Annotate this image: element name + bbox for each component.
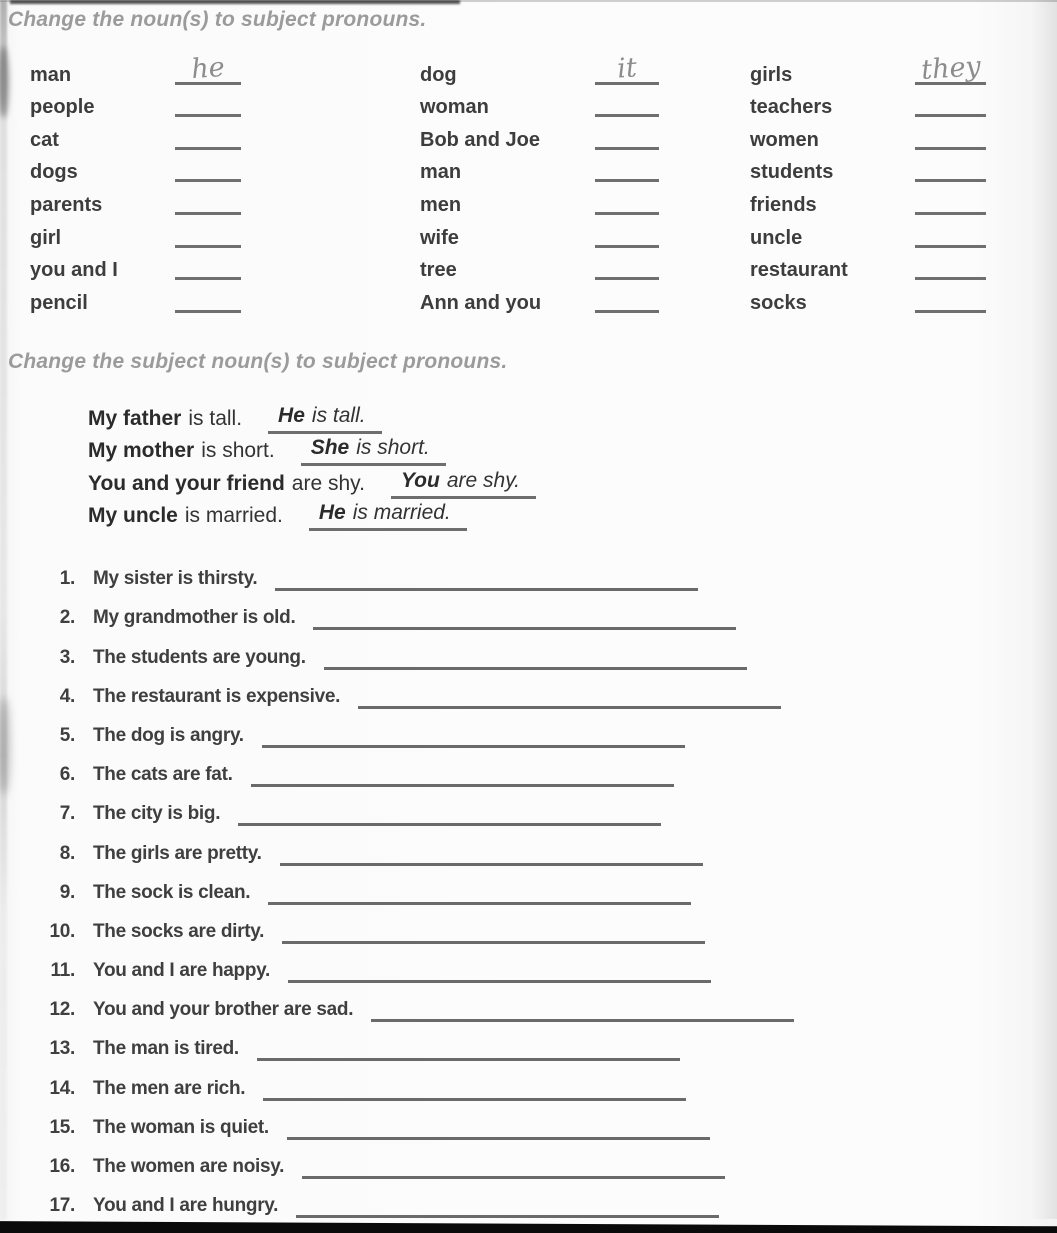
answer-blank bbox=[595, 104, 659, 117]
exercise-list bbox=[26, 556, 794, 1222]
example-subject: My uncle bbox=[88, 504, 178, 527]
exercise-number: 16. bbox=[49, 1156, 75, 1177]
example-answer bbox=[309, 501, 467, 531]
example-predicate: is short. bbox=[201, 439, 275, 462]
noun-row bbox=[750, 252, 986, 285]
noun-column-2 bbox=[420, 51, 659, 317]
answer-blank bbox=[280, 855, 703, 866]
noun-label: women bbox=[750, 128, 819, 151]
noun-row bbox=[420, 121, 659, 154]
scan-artifact-right-shade bbox=[1031, 0, 1057, 1219]
noun-label: parents bbox=[30, 193, 103, 216]
noun-label: Ann and you bbox=[420, 291, 542, 314]
exercise-number: 9. bbox=[59, 881, 75, 903]
exercise-row bbox=[26, 909, 794, 948]
exercise-number: 5. bbox=[59, 724, 75, 746]
noun-row bbox=[30, 252, 241, 285]
answer-blank bbox=[313, 619, 736, 630]
answer-blank bbox=[915, 300, 986, 313]
exercise-sentence: The students are young. bbox=[93, 646, 306, 668]
answer-blank bbox=[175, 235, 241, 248]
exercise-row bbox=[26, 556, 794, 595]
answer-blank bbox=[371, 1011, 794, 1022]
answer-blank bbox=[238, 815, 661, 826]
noun-label: uncle bbox=[750, 226, 803, 249]
exercise-sentence: My sister is thirsty. bbox=[93, 568, 258, 590]
answer-blank bbox=[915, 235, 986, 248]
noun-row bbox=[30, 154, 241, 187]
scan-artifact-smudge bbox=[0, 46, 9, 118]
answer-blank bbox=[595, 137, 659, 150]
noun-label: man bbox=[30, 63, 72, 86]
noun-label: girl bbox=[30, 226, 62, 249]
noun-row bbox=[750, 186, 986, 219]
noun-row bbox=[420, 252, 659, 285]
example-answer-pronoun: You bbox=[400, 468, 440, 492]
answer-blank bbox=[358, 698, 781, 709]
exercise-row bbox=[26, 870, 794, 909]
example-subject: You and your friend bbox=[88, 471, 285, 495]
answer-blank bbox=[175, 169, 241, 182]
noun-label: restaurant bbox=[750, 259, 848, 282]
answer-blank bbox=[175, 104, 241, 117]
answer-blank bbox=[175, 137, 241, 150]
answer-blank bbox=[262, 737, 685, 748]
exercise-row bbox=[26, 948, 794, 987]
noun-row bbox=[420, 219, 659, 252]
noun-label: man bbox=[420, 161, 462, 184]
answer-blank bbox=[282, 933, 705, 944]
noun-row bbox=[420, 284, 659, 317]
noun-row bbox=[750, 284, 986, 317]
noun-row bbox=[30, 89, 241, 122]
answer-blank bbox=[595, 51, 659, 85]
noun-label: socks bbox=[750, 291, 807, 314]
answer-blank bbox=[915, 137, 986, 150]
handwritten-answer: it bbox=[616, 51, 638, 85]
noun-label: pencil bbox=[30, 291, 88, 314]
exercise-number: 8. bbox=[59, 842, 75, 864]
example-predicate: is tall. bbox=[188, 406, 243, 430]
answer-blank bbox=[175, 51, 241, 85]
example-answer-rest: is tall. bbox=[311, 403, 366, 427]
section1-heading: Change the noun(s) to subject pronouns. bbox=[8, 8, 427, 31]
example-block bbox=[88, 401, 536, 531]
example-predicate: is married. bbox=[184, 504, 283, 527]
exercise-number: 3. bbox=[59, 646, 75, 668]
answer-blank bbox=[595, 235, 659, 248]
noun-row bbox=[750, 89, 986, 122]
example-answer-rest: are shy. bbox=[446, 468, 520, 492]
noun-row bbox=[750, 50, 986, 89]
noun-row bbox=[750, 219, 986, 252]
exercise-sentence: The city is big. bbox=[93, 803, 221, 825]
exercise-number: 6. bbox=[59, 764, 75, 786]
exercise-row bbox=[26, 1065, 794, 1104]
answer-blank bbox=[296, 1207, 719, 1218]
answer-blank bbox=[324, 659, 747, 670]
exercise-number: 13. bbox=[49, 1038, 75, 1060]
exercise-row bbox=[26, 1144, 794, 1183]
answer-blank bbox=[595, 300, 659, 313]
noun-column-1 bbox=[30, 51, 241, 317]
noun-row bbox=[750, 154, 986, 187]
answer-blank bbox=[251, 776, 674, 787]
scan-artifact-left-band bbox=[0, 0, 7, 1219]
exercise-row bbox=[26, 987, 794, 1026]
example-answer bbox=[268, 404, 382, 434]
answer-blank bbox=[595, 202, 659, 215]
answer-blank bbox=[915, 104, 986, 117]
exercise-row bbox=[26, 791, 794, 830]
answer-blank bbox=[263, 1090, 686, 1101]
exercise-row bbox=[26, 634, 794, 673]
answer-blank bbox=[915, 50, 986, 86]
exercise-number: 4. bbox=[59, 685, 75, 707]
exercise-sentence: The woman is quiet. bbox=[93, 1116, 269, 1138]
example-answer bbox=[301, 436, 446, 466]
exercise-number: 1. bbox=[59, 568, 75, 590]
exercise-number: 2. bbox=[59, 607, 75, 629]
noun-column-3 bbox=[750, 50, 986, 317]
exercise-number: 11. bbox=[50, 960, 75, 982]
noun-label: tree bbox=[420, 259, 457, 282]
exercise-sentence: My grandmother is old. bbox=[93, 607, 296, 629]
exercise-row bbox=[26, 595, 794, 634]
noun-row bbox=[750, 121, 986, 154]
exercise-number: 14. bbox=[49, 1077, 75, 1099]
example-answer bbox=[391, 469, 536, 499]
exercise-sentence: The socks are dirty. bbox=[93, 920, 265, 942]
exercise-row bbox=[26, 1105, 794, 1144]
noun-row bbox=[420, 186, 659, 219]
answer-blank bbox=[257, 1050, 680, 1061]
noun-label: Bob and Joe bbox=[420, 128, 541, 151]
answer-blank bbox=[915, 267, 986, 280]
noun-label: friends bbox=[750, 193, 817, 216]
answer-blank bbox=[175, 202, 241, 215]
answer-blank bbox=[268, 894, 691, 905]
answer-blank bbox=[915, 202, 986, 215]
noun-row bbox=[420, 89, 659, 122]
noun-row bbox=[30, 51, 241, 89]
noun-label: people bbox=[30, 96, 95, 119]
example-answer-rest: is married. bbox=[352, 501, 451, 524]
noun-row bbox=[30, 219, 241, 252]
noun-row bbox=[30, 186, 241, 219]
answer-blank bbox=[275, 580, 698, 591]
exercise-sentence: You and I are happy. bbox=[93, 960, 270, 982]
exercise-sentence: The women are noisy. bbox=[93, 1156, 285, 1177]
answer-blank bbox=[595, 267, 659, 280]
exercise-row bbox=[26, 1026, 794, 1065]
example-row bbox=[88, 466, 536, 499]
exercise-number: 7. bbox=[59, 803, 75, 825]
example-predicate: are shy. bbox=[291, 471, 365, 495]
noun-row bbox=[420, 51, 659, 89]
exercise-sentence: You and I are hungry. bbox=[93, 1195, 279, 1217]
example-answer-pronoun: He bbox=[278, 403, 305, 427]
answer-blank bbox=[595, 169, 659, 182]
answer-blank bbox=[175, 300, 241, 313]
exercise-row bbox=[26, 713, 794, 752]
scan-artifact-top-hairline bbox=[0, 0, 1057, 2]
example-subject: My mother bbox=[88, 439, 195, 462]
exercise-number: 17. bbox=[49, 1195, 75, 1217]
exercise-row bbox=[26, 752, 794, 791]
example-row bbox=[88, 499, 536, 532]
exercise-number: 12. bbox=[49, 999, 75, 1021]
noun-label: girls bbox=[750, 63, 793, 86]
noun-row bbox=[30, 284, 241, 317]
handwritten-answer: they bbox=[919, 50, 982, 86]
noun-row bbox=[420, 154, 659, 187]
handwritten-answer: he bbox=[190, 51, 226, 85]
exercise-sentence: The sock is clean. bbox=[93, 881, 251, 903]
answer-blank bbox=[287, 1129, 710, 1140]
exercise-number: 15. bbox=[49, 1116, 75, 1138]
exercise-sentence: The dog is angry. bbox=[93, 724, 244, 746]
exercise-sentence: The man is tired. bbox=[93, 1038, 239, 1060]
noun-label: woman bbox=[420, 96, 489, 119]
noun-label: wife bbox=[420, 226, 459, 249]
noun-label: dogs bbox=[30, 161, 78, 184]
section2-heading: Change the subject noun(s) to subject pronouns. bbox=[8, 350, 508, 373]
example-answer-pronoun: He bbox=[318, 501, 346, 524]
exercise-row bbox=[26, 674, 794, 713]
noun-row bbox=[30, 121, 241, 154]
scan-artifact-smudge bbox=[0, 698, 10, 794]
noun-label: students bbox=[750, 161, 834, 184]
exercise-row bbox=[26, 1183, 794, 1222]
example-subject: My father bbox=[88, 406, 182, 430]
example-row bbox=[88, 434, 536, 467]
answer-blank bbox=[915, 169, 986, 182]
answer-blank bbox=[175, 267, 241, 280]
exercise-sentence: The restaurant is expensive. bbox=[93, 685, 341, 707]
noun-label: cat bbox=[30, 128, 59, 151]
answer-blank bbox=[302, 1168, 725, 1179]
exercise-sentence: The girls are pretty. bbox=[93, 842, 262, 864]
exercise-number: 10. bbox=[49, 920, 75, 942]
example-answer-rest: is short. bbox=[356, 436, 430, 459]
noun-label: dog bbox=[420, 63, 457, 86]
exercise-sentence: You and your brother are sad. bbox=[93, 999, 354, 1021]
exercise-row bbox=[26, 830, 794, 869]
example-answer-pronoun: She bbox=[310, 436, 350, 459]
exercise-sentence: The cats are fat. bbox=[93, 764, 233, 786]
noun-label: men bbox=[420, 193, 462, 216]
noun-label: you and I bbox=[30, 259, 118, 282]
exercise-sentence: The men are rich. bbox=[93, 1077, 246, 1099]
answer-blank bbox=[288, 972, 711, 983]
noun-label: teachers bbox=[750, 96, 833, 119]
example-row bbox=[88, 401, 536, 434]
